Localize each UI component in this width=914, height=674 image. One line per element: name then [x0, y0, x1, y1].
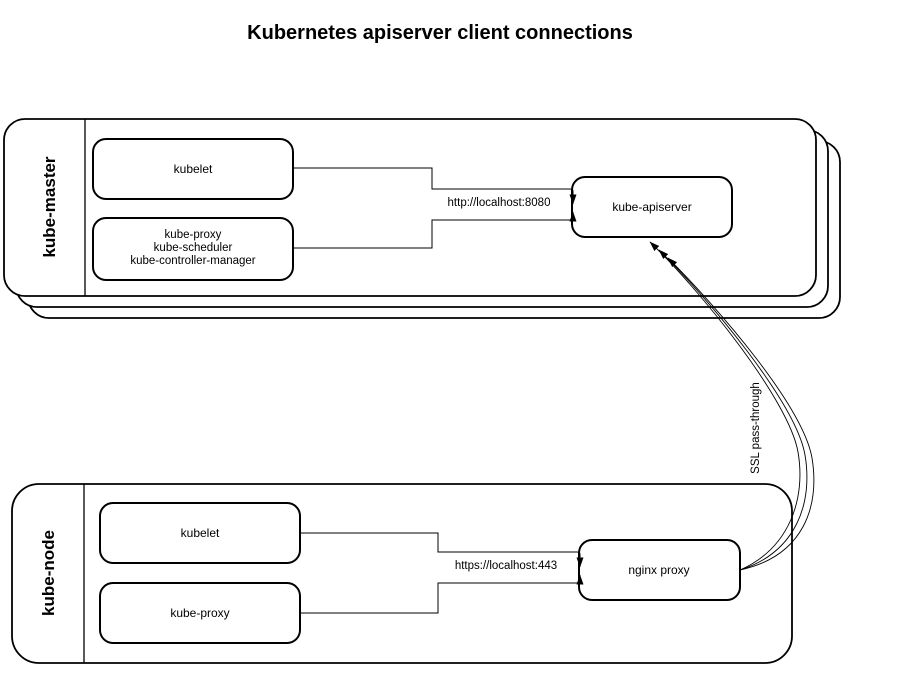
node-nginx-proxy: [579, 540, 740, 600]
kube-master-label: kube-master: [40, 156, 59, 258]
node-kube-proxy-node: [100, 583, 300, 643]
node-kubelet-master: [93, 139, 293, 199]
node-control-plane-services-line1: kube-proxy: [164, 229, 222, 241]
kube-node-label: kube-node: [39, 530, 58, 616]
node-control-plane-services: [93, 218, 293, 280]
node-kube-proxy-node-label: kube-proxy: [170, 606, 230, 620]
node-kubelet-master-label: kubelet: [173, 162, 213, 176]
node-nginx-proxy-label: nginx proxy: [628, 563, 690, 577]
edge-label-ssl-pass-through: SSL pass-through: [750, 382, 762, 474]
node-kube-apiserver-label: kube-apiserver: [612, 200, 692, 214]
node-control-plane-services-line2: kube-scheduler: [153, 242, 233, 254]
cluster-kube-master: [4, 119, 840, 318]
node-control-plane-services-line3: kube-controller-manager: [130, 255, 256, 267]
node-kube-apiserver: [572, 177, 732, 237]
diagram-title: Kubernetes apiserver client connections: [247, 22, 633, 44]
node-kubelet-node: [100, 503, 300, 563]
cluster-kube-node: [12, 484, 792, 663]
node-kubelet-node-label: kubelet: [180, 526, 220, 540]
edge-label-https-localhost-443: https://localhost:443: [454, 560, 558, 572]
edge-label-http-localhost-8080: http://localhost:8080: [447, 197, 551, 209]
